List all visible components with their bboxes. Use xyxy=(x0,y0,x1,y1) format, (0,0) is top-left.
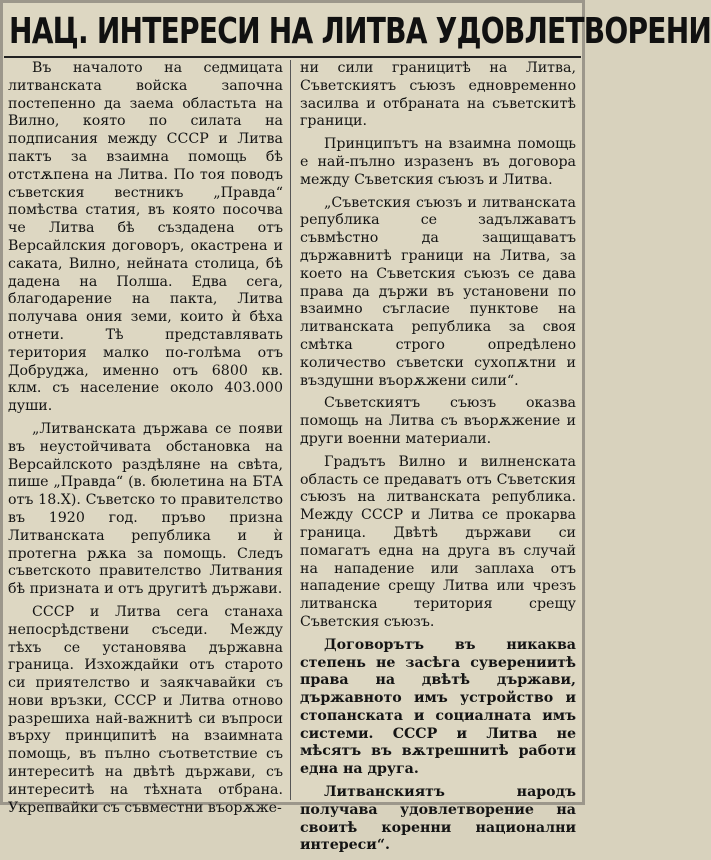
paragraph: „Съветския съюзъ и литванската република се задължаватъ съвмѣстно да защищаватъ държавнитѣ граници на Литва, за което на Съветския съюзъ се дава права да държи въ установени по взаимно съгласие пунктове на литванската република за своя смѣтка строго опредѣлено количество съветски сухопѫтни и въздушни въорѫжени сили“. xyxy=(300,194,576,389)
article-column-right xyxy=(300,60,576,860)
paragraph: Градътъ Вилно и вилненската область се предаватъ отъ Съветския съюзъ на литванската република. Между СССР и Литва се прокарва граница. Двѣтѣ държави си помагатъ една на друга въ случай на нападение или заплаха отъ нападение срещу Литва или чрезъ литванска територия срещу Съветския съюзъ. xyxy=(300,453,576,630)
paragraph: ни сили границитѣ на Литва, Съветскиятъ съюзъ едновременно засилва и отбраната на съветскитѣ граници. xyxy=(300,60,576,130)
column-divider xyxy=(290,60,291,800)
paragraph: СССР и Литва сега станаха непосрѣдствени съседи. Между тѣхъ се установява държавна граница. Изхождайки отъ старото си приятелство и заякчавайки съ нови връзки, СССР и Литва отново разрешиха най-важнитѣ си въпроси върху принципитѣ на взаимната помощь, въ пълно съответствие съ интереситѣ на двѣтѣ държави, съ интереситѣ на тѣхната отбрана. Укрепвайки съ съвместни въорѫже- xyxy=(8,603,283,816)
paragraph-bold: Договорътъ въ никаква степень не засѣга суверениитѣ права на двѣтѣ държави, държавното имъ устройство и стопанската и социалната имъ системи. СССР и Литва не мѣсятъ въ вѫтрешнитѣ работи една на друга. xyxy=(300,636,576,778)
paragraph-bold: Литванскиятъ народъ получава удовлетворение на своитѣ коренни национални интереси“. xyxy=(300,784,576,854)
paragraph: „Литванската държава се появи въ неустойчивата обстановка на Версайлското раздѣляне на свѣта, пише „Правда“ (в. бюлетина на БТА отъ 18.X). Съветско то правителство въ 1920 год. пръво призна Литванската република и ѝ протегна рѫка за помощь. Следъ съветското правителство Литвания бѣ призната и отъ другитѣ държави. xyxy=(8,420,283,598)
headline-rule xyxy=(4,56,581,58)
paragraph: Въ началото на седмицата литванската войска започна постепенно да заема областьта на Вилно, която по силата на подписания между СССР и Литва пактъ за взаимна помощь бѣ отстѫпена на Литва. По тоя поводъ съветския вестникъ „Правда“ помѣства статия, въ която посочва че Литва бѣ създадена отъ Версайлския договоръ, окастрена и саката, Вилно, нейната столица, бѣ дадена на Полша. Едва сега, благодарение на пакта, Литва получава ония земи, които ѝ бѣха отнети. Тѣ представлявать територия малко по-голѣма отъ Добруджа, именно отъ 6800 кв. клм. съ население около 403.000 души. xyxy=(8,60,283,415)
headline: НАЦ. ИНТЕРЕСИ НА ЛИТВА УДОВЛЕТВОРЕНИ xyxy=(9,11,711,52)
paragraph: Принципътъ на взаимна помощь е най-пълно изразенъ въ договора между Съветския съюзъ и Литва. xyxy=(300,136,576,188)
article-column-left xyxy=(8,60,283,822)
paragraph: Съветскиятъ съюзъ оказва помощь на Литва съ въорѫжение и други военни материали. xyxy=(300,395,576,447)
